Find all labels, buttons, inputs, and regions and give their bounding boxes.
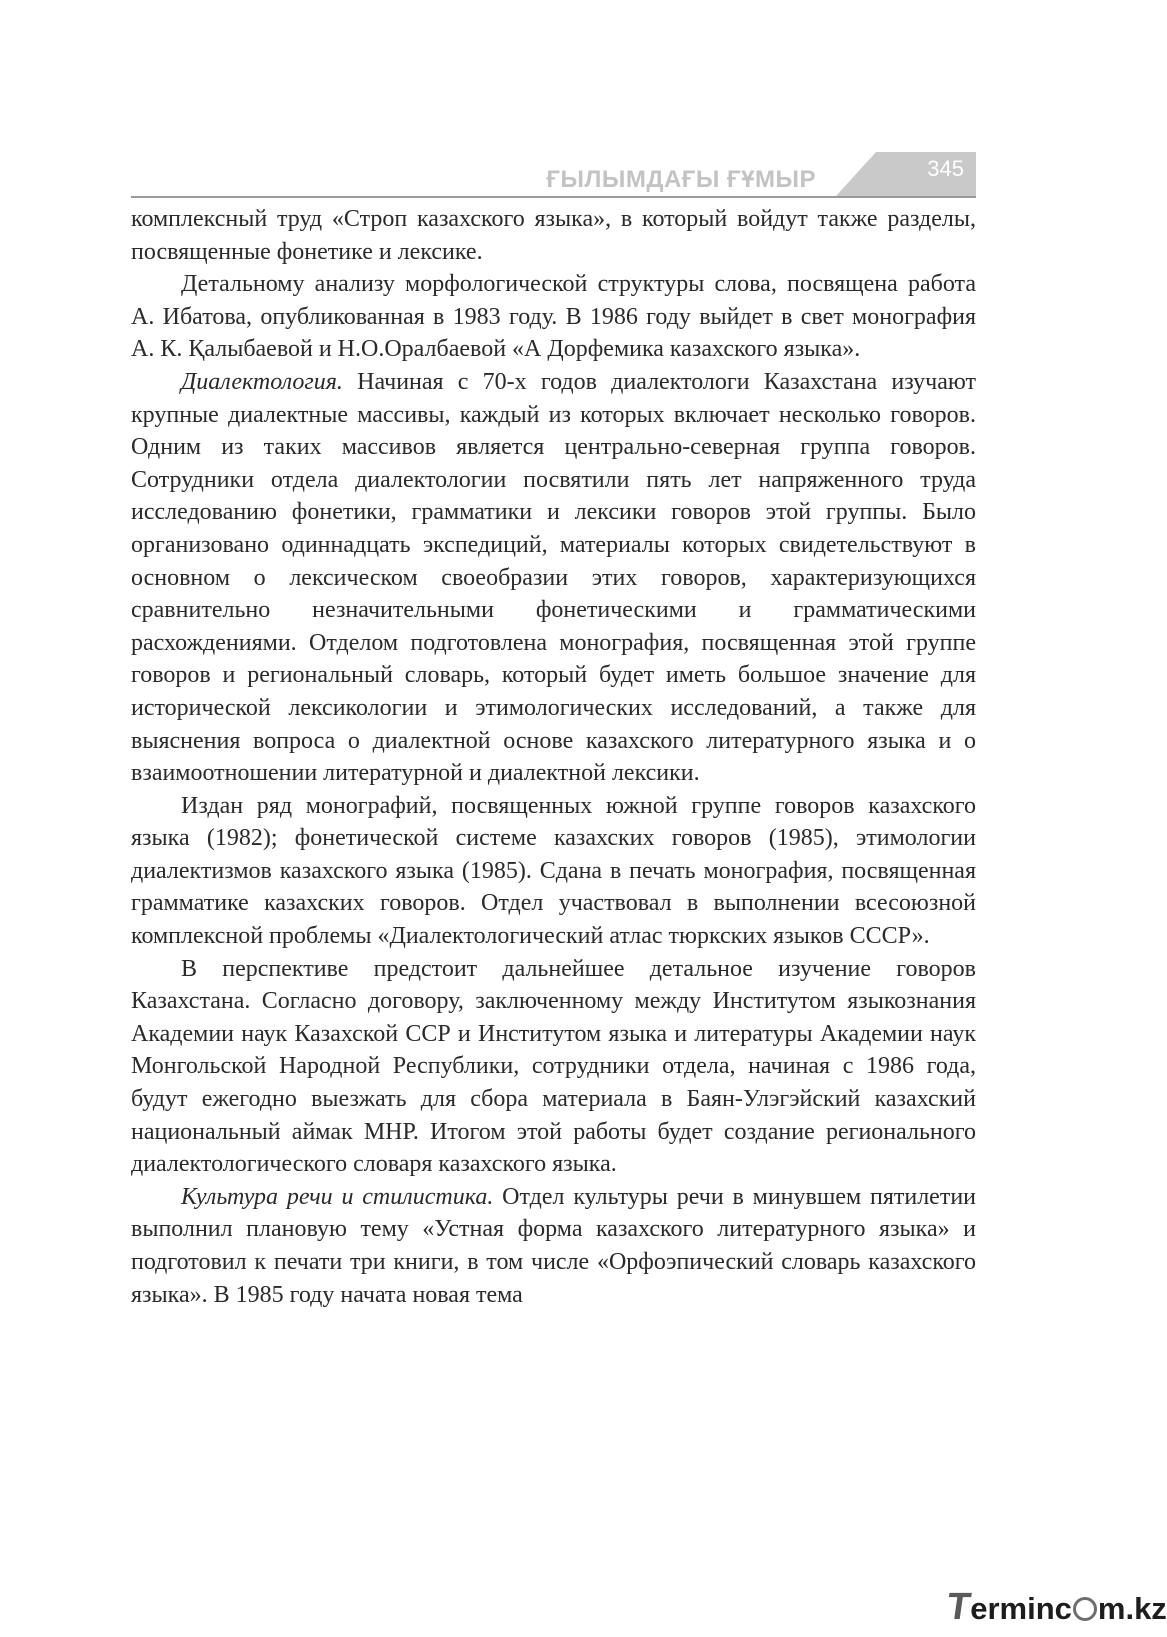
paragraph-4-text: Издан ряд монографий, посвященных южной группе говоров казахского языка (1982); фонетической системе казахских говоров (1985), этимологии диалектизмов казахского языка (1985). Сдана в печать монография, посвященная грамматике казахских говоров. Отдел участвовал в выполнении всесоюзной комплексной проблемы «Диалектологический атлас тюркских языков СССР». bbox=[131, 792, 976, 950]
page-header bbox=[131, 148, 976, 198]
magnifier-icon bbox=[1073, 1597, 1097, 1621]
watermark-ermin: ermin bbox=[970, 1591, 1055, 1626]
paragraph-2-text: Детальному анализу морфологической структуры слова, посвящена работа А. Ибатова, опубликованная в 1983 году. В 1986 году выйдет в свет монография А. К. Қалыбаевой и Н.О.Оралбаевой «А Дорфемика казахского языка». bbox=[131, 271, 976, 363]
section-title-speech-culture: Культура речи и стилистика. bbox=[181, 1183, 494, 1210]
paragraph-1-text: комплексный труд «Строп казахского языка», в который войдут также разделы, посвященные фонетике и лексике. bbox=[131, 206, 976, 265]
termincom-watermark-logo bbox=[944, 1586, 1167, 1630]
paragraph-3 bbox=[131, 366, 976, 790]
page-number-tab bbox=[836, 152, 976, 196]
paragraph-3-text: Начиная с 70-х годов диалектологи Казахстана изучают крупные диалектные массивы, каждый из которых включает несколько говоров. Одним из таких массивов является центрально-северная группа говоров. Сотрудники отдела диалектологии посвятили пять лет напряженного труда исследованию фонетики, грамматики и лексики говоров этой группы. Было организовано одиннадцать экспедиций, материалы которых свидетельствуют в основном о лексическом своеобразии этих говоров, характеризующихся сравнительно незначительными фонетическими и грамматическими расхождениями. Отделом подготовлена монография, посвященная этой группе говоров и региональный словарь, который будет иметь большое значение для исторической лексикологии и этимологических исследований, а также для выяснения вопроса о диалектной основе казахского литературного языка и о взаимоотношении литературной и диалектной лексики. bbox=[131, 368, 976, 787]
watermark-t: T bbox=[944, 1586, 974, 1628]
paragraph-1 bbox=[131, 203, 976, 268]
watermark-domain: m.kz bbox=[1097, 1591, 1167, 1626]
header-rule bbox=[131, 196, 976, 198]
section-title-dialectology: Диалектология. bbox=[181, 368, 343, 395]
paragraph-6 bbox=[131, 1181, 976, 1311]
body-text bbox=[131, 203, 976, 1311]
paragraph-5-text: В перспективе предстоит дальнейшее детальное изучение говоров Казахстана. Согласно договору, заключенному между Институтом языкознания Академии наук Казахской ССР и Институтом языка и литературы Академии наук Монгольской Народной Республики, сотрудники отдела, начиная с 1986 года, будут ежегодно выезжать для сбора материала в Баян-Улэгэйский казахский национальный аймак МНР. Итогом этой работы будет создание регионального диалектологического словаря казахского языка. bbox=[131, 955, 976, 1178]
page-number: 345 bbox=[927, 156, 964, 181]
watermark-c: c bbox=[1054, 1591, 1072, 1626]
paragraph-2 bbox=[131, 268, 976, 366]
paragraph-6-text: Отдел культуры речи в минувшем пятилетии выполнил плановую тему «Устная форма казахского литературного языка» и подготовил к печати три книги, в том числе «Орфоэпический словарь казахского языка». В 1985 году начата новая тема bbox=[131, 1183, 977, 1308]
paragraph-5 bbox=[131, 953, 976, 1181]
running-title: ҒЫЛЫМДАҒЫ ҒҰМЫР bbox=[546, 166, 816, 193]
paragraph-4 bbox=[131, 790, 976, 953]
